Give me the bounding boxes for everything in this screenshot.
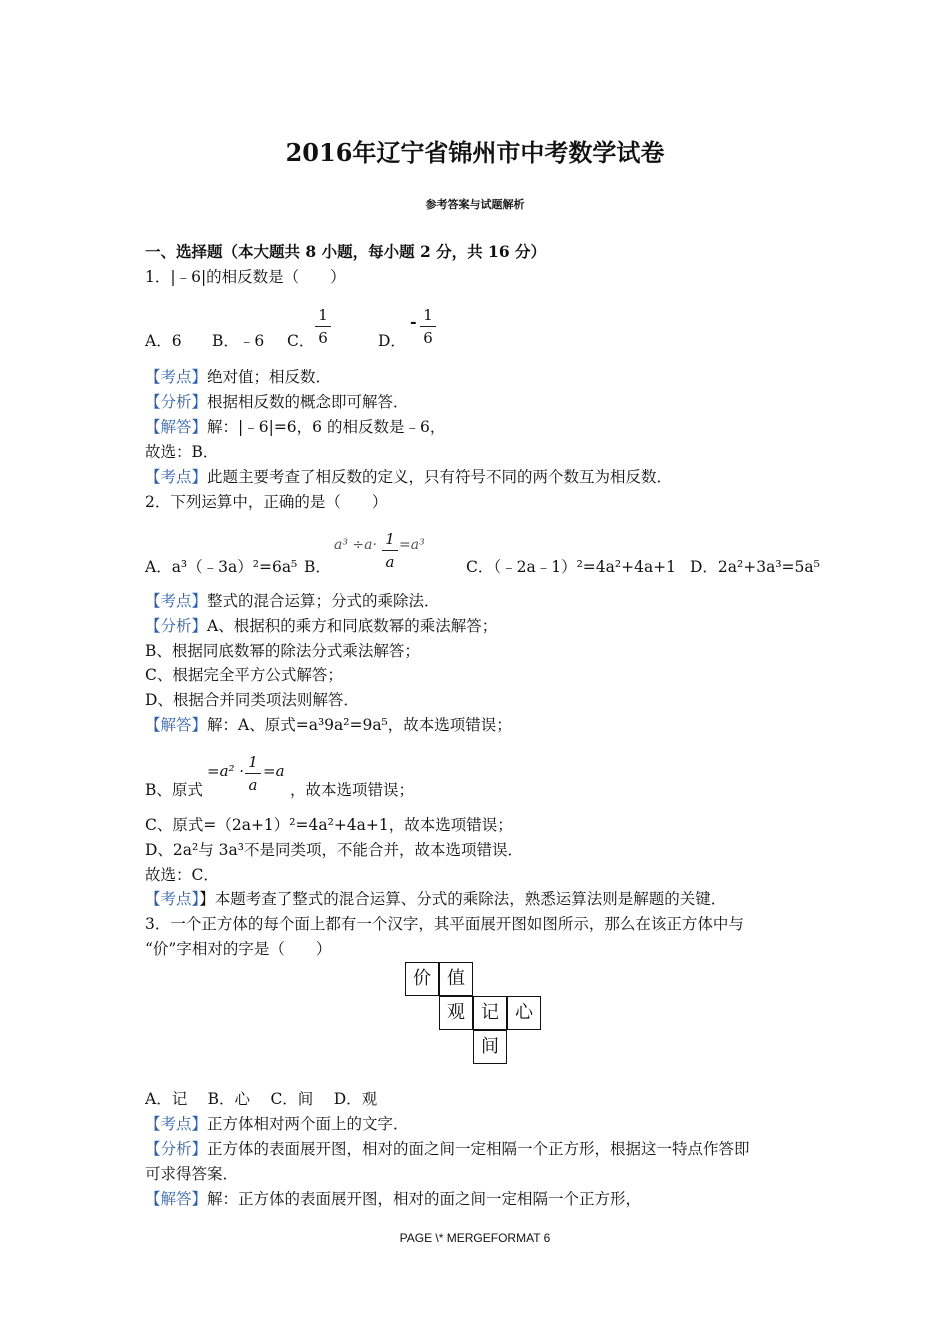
fenxi-text: A、根据积的乘方和同底数幂的乘法解答； [207,617,498,635]
q1-stem: 1．|﹣6|的相反数是（ ） [145,268,346,286]
q2-jieda-b-fraction [245,753,261,794]
cube-face-jian: 间 [473,1030,507,1064]
cube-face-jia: 价 [405,962,439,996]
document-subtitle: 参考答案与试题解析 [425,198,525,211]
cube-face-guan: 观 [439,996,473,1030]
cube-face-zhi: 值 [439,962,473,996]
fraction-denominator: 6 [423,329,433,347]
q1-jieda [145,416,445,438]
q3-options: A．记 B．心 C．间 D．观 [145,1090,378,1108]
fenxi-text: 根据相反数的概念即可解答． [207,393,409,411]
fenxi-tag: 【分析】 [145,1140,208,1158]
fraction-denominator: 6 [318,329,328,347]
kaodian-tag: 【考点】 [145,1115,208,1133]
q2-kaodian [145,590,440,612]
q1-guxuan: 故选：B． [145,443,219,461]
kaodian-text: 整式的混合运算；分式的乘除法． [207,592,440,610]
jieda-tag: 【解答】 [145,1190,208,1208]
q2-fenxi-d: D、根据合并同类项法则解答． [145,691,359,709]
q3-kaodian [145,1113,409,1135]
q2-option-c: C．（﹣2a﹣1）²=4a²+4a+1 [466,558,677,576]
jieda-tag: 【解答】 [145,418,208,436]
q2-jieda [145,714,512,736]
fenxi-tag: 【分析】 [145,617,208,635]
q2-jieda-b-math: =a² · [207,762,245,780]
fraction-denominator: a [385,553,395,571]
q3-stem-line2: “价”字相对的字是（ ） [145,940,332,958]
kaodian-tag: 【考点】 [145,592,208,610]
kaodian-tag: 【考点】 [145,468,208,486]
q2-jieda-d: D、2a²与 3a³不是同类项，不能合并，故本选项错误． [145,841,523,859]
jieda-text: 解：|﹣6|=6，6 的相反数是﹣6， [207,418,446,436]
q3-jieda [145,1188,641,1210]
jieda-text: 解：正方体的表面展开图，相对的面之间一定相隔一个正方形， [207,1190,642,1208]
q1-option-d-minus: - [410,312,417,331]
q1-option-a: A．6 [145,332,182,350]
q2-jieda-b-prefix: B、原式 [145,781,203,799]
fraction-denominator: a [248,776,258,794]
fraction-numerator: 1 [248,753,258,771]
q2-option-b-math-result: =a³ [399,537,425,553]
q3-fenxi [145,1138,750,1160]
fraction-numerator: 1 [423,306,433,324]
q2-option-b-math: a³ ÷a· [334,537,377,553]
q1-option-c-fraction [315,306,331,347]
q1-option-d-fraction [420,306,436,347]
q1-fenxi [145,391,409,413]
cube-face-ji: 记 [473,996,507,1030]
cube-face-xin: 心 [507,996,541,1030]
q2-jieda-b-suffix: ，故本选项错误； [290,781,415,799]
fenxi-tag: 【分析】 [145,393,208,411]
kaodian-tag: 【考点】 [145,368,208,386]
section-heading: 一、选择题（本大题共 8 小题，每小题 2 分，共 16 分） [145,242,547,261]
kaodian-tag: 【考点】 [145,890,200,908]
q1-option-c: C． [287,332,315,350]
q2-option-a: A．a³（﹣3a）²=6a⁵ [145,558,298,576]
document-title: 2016年辽宁省锦州市中考数学试卷 [285,138,665,167]
q2-dianping [145,888,726,910]
dianping-text: 】本题考查了整式的混合运算、分式的乘除法，熟悉运算法则是解题的关键． [199,890,727,908]
kaodian-text: 绝对值；相反数． [207,368,332,386]
q1-option-b: B．﹣6 [212,332,265,350]
q3-fenxi-cont: 可求得答案． [145,1165,239,1183]
dianping-text: 此题主要考查了相反数的定义，只有符号不同的两个数互为相反数． [207,468,673,486]
page-footer: PAGE \* MERGEFORMAT 6 [399,1231,551,1245]
q2-stem: 2．下列运算中，正确的是（ ） [145,493,388,511]
fraction-numerator: 1 [385,530,395,548]
q2-option-b-fraction [382,530,398,571]
q1-option-d: D． [378,332,406,350]
q2-fenxi-c: C、根据完全平方公式解答； [145,666,343,684]
jieda-tag: 【解答】 [145,716,208,734]
q2-guxuan: 故选：C． [145,866,219,884]
q2-fenxi-b: B、根据同底数幂的除法分式乘法解答； [145,642,420,660]
q1-kaodian [145,366,331,388]
fenxi-text: 正方体的表面展开图，相对的面之间一定相隔一个正方形，根据这一特点作答即 [207,1140,750,1158]
fraction-numerator: 1 [318,306,328,324]
q2-jieda-b-math-result: =a [263,762,285,780]
q2-option-b: B． [304,558,331,576]
q3-stem-line1: 3．一个正方体的每个面上都有一个汉字，其平面展开图如图所示，那么在该正方体中与 [145,915,744,933]
q1-dianping [145,466,672,488]
kaodian-text: 正方体相对两个面上的文字． [207,1115,409,1133]
q2-jieda-c: C、原式=（2a+1）²=4a²+4a+1，故本选项错误； [145,816,513,834]
q2-option-d: D．2a²+3a³=5a⁵ [690,558,820,576]
q2-fenxi [145,615,497,637]
jieda-text: 解：A、原式=a³9a²=9a⁵，故本选项错误； [207,716,512,734]
